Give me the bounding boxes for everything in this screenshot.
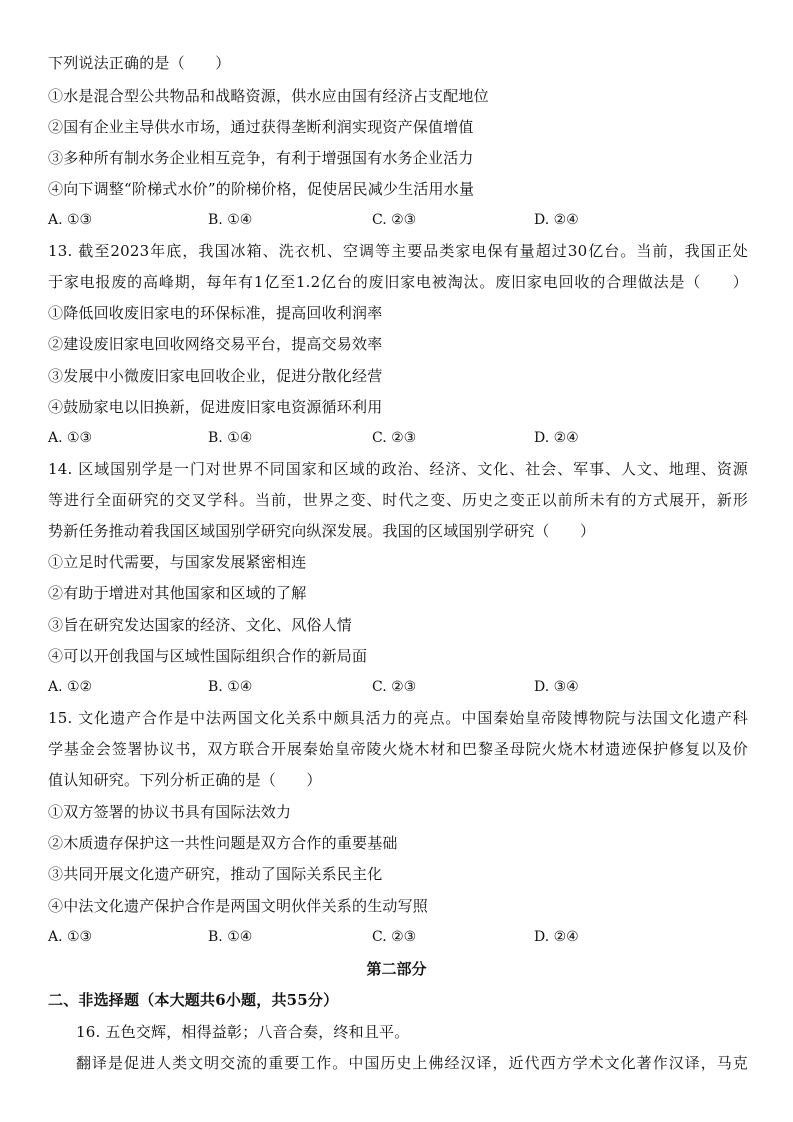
q15-stem-line-1: 15. 文化遗产合作是中法两国文化关系中颇具活力的亮点。中国秦始皇帝陵博物院与法国文化遗产科 [48, 709, 748, 727]
q13-statement-2: ②建设废旧家电回收网络交易平台，提高交易效率 [48, 335, 383, 353]
q12-statement-2: ②国有企业主导供水市场，通过获得垄断利润实现资产保值增值 [48, 118, 474, 136]
q13-statement-3: ③发展中小微废旧家电回收企业，促进分散化经营 [48, 367, 383, 385]
q15-statement-4: ④中法文化遗产保护合作是两国文明伙伴关系的生动写照 [48, 897, 429, 915]
q15-option-b: B. ①④ [208, 929, 253, 945]
q14-stem-line-3: 势新任务推动着我国区域国别学研究向纵深发展。我国的区域国别学研究（ ） [48, 522, 596, 540]
q12-option-a: A. ①③ [48, 212, 93, 228]
q14-statement-3: ③旨在研究发达国家的经济、文化、风俗人情 [48, 616, 353, 634]
q15-statement-3: ③共同开展文化遗产研究，推动了国际关系民主化 [48, 865, 383, 883]
q13-option-b: B. ①④ [208, 430, 253, 446]
q15-option-d: D. ②④ [534, 929, 579, 945]
q13-option-a: A. ①③ [48, 430, 93, 446]
q12-stem-tail: 下列说法正确的是（ ） [48, 54, 231, 72]
q15-stem-line-3: 值认知研究。下列分析正确的是（ ） [48, 771, 322, 789]
q14-option-c: C. ②③ [372, 679, 417, 695]
q15-stem-line-2: 学基金会签署协议书，双方联合开展秦始皇帝陵火烧木材和巴黎圣母院火烧木材遗迹保护修复以及价 [48, 740, 748, 758]
q12-statement-4: ④向下调整“阶梯式水价”的阶梯价格，促使居民减少生活用水量 [48, 180, 475, 198]
q13-stem-line-1: 13. 截至2023年底，我国冰箱、洗衣机、空调等主要品类家电保有量超过30亿台。当前，我国正处 [48, 242, 748, 260]
q12-statement-3: ③多种所有制水务企业相互竞争，有利于增强国有水务企业活力 [48, 149, 474, 167]
q15-option-c: C. ②③ [372, 929, 417, 945]
q12-option-c: C. ②③ [372, 212, 417, 228]
q13-option-c: C. ②③ [372, 430, 417, 446]
q14-statement-2: ②有助于增进对其他国家和区域的了解 [48, 584, 307, 602]
q14-stem-line-1: 14. 区域国别学是一门对世界不同国家和区域的政治、经济、文化、社会、军事、人文、地理、资源 [48, 460, 748, 478]
q12-statement-1: ①水是混合型公共物品和战略资源，供水应由国有经济占支配地位 [48, 87, 489, 105]
q15-option-a: A. ①③ [48, 929, 93, 945]
q13-statement-4: ④鼓励家电以旧换新，促进废旧家电资源循环利用 [48, 398, 383, 416]
part-two-title: 第二部分 [366, 960, 427, 978]
q16-line-1: 16. 五色交辉，相得益彰；八音合奏，终和且平。 [76, 1023, 410, 1041]
q15-statement-1: ①双方签署的协议书具有国际法效力 [48, 803, 292, 821]
q14-statement-4: ④可以开创我国与区域性国际组织合作的新局面 [48, 647, 368, 665]
q14-option-d: D. ③④ [534, 679, 579, 695]
q12-option-b: B. ①④ [208, 212, 253, 228]
q14-statement-1: ①立足时代需要，与国家发展紧密相连 [48, 553, 307, 571]
q14-stem-line-2: 等进行全面研究的交叉学科。当前，世界之变、时代之变、历史之变正以前所未有的方式展开，新形 [48, 491, 748, 509]
q16-line-2: 翻译是促进人类文明交流的重要工作。中国历史上佛经汉译，近代西方学术文化著作汉译，马克 [76, 1054, 748, 1072]
q13-option-d: D. ②④ [534, 430, 579, 446]
q15-statement-2: ②木质遗存保护这一共性问题是双方合作的重要基础 [48, 834, 398, 852]
q13-stem-line-2: 于家电报废的高峰期，每年有1亿至1.2亿台的废旧家电被淘汰。废旧家电回收的合理做法是（ ） [48, 273, 748, 291]
q14-option-b: B. ①④ [208, 679, 253, 695]
q13-statement-1: ①降低回收废旧家电的环保标准，提高回收利润率 [48, 304, 383, 322]
section-heading: 二、非选择题（本大题共6小题，共55分） [48, 991, 339, 1009]
q12-option-d: D. ②④ [534, 212, 579, 228]
q14-option-a: A. ①② [48, 679, 93, 695]
